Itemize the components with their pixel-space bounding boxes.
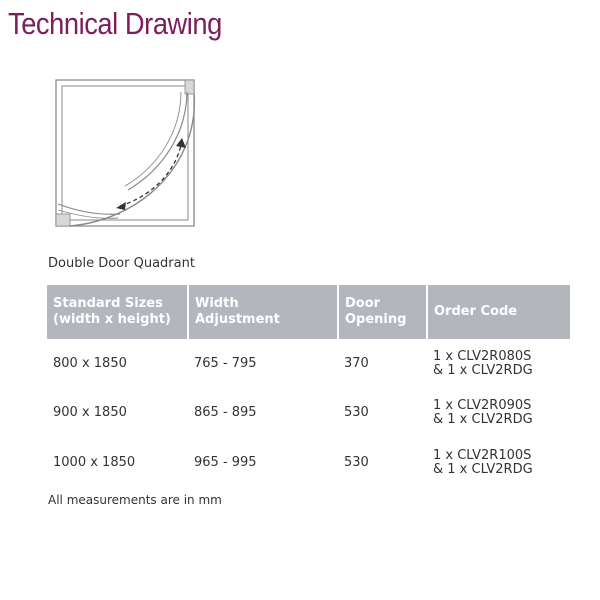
cell-order-code: 1 x CLV2R090S & 1 x CLV2RDG (433, 398, 533, 427)
header-door-opening: Door Opening (338, 285, 427, 339)
cell-order-code: 1 x CLV2R080S & 1 x CLV2RDG (433, 349, 533, 378)
size-specification-table (47, 285, 570, 489)
page-title: Technical Drawing (8, 6, 222, 41)
cell-opening: 530 (344, 405, 369, 420)
cell-adjustment: 765 - 795 (194, 356, 257, 371)
cell-adjustment: 965 - 995 (194, 455, 257, 470)
header-width-adjustment: Width Adjustment (188, 285, 338, 339)
cell-adjustment: 865 - 895 (194, 405, 257, 420)
table-row (47, 389, 570, 437)
cell-opening: 370 (344, 356, 369, 371)
cell-size: 1000 x 1850 (53, 455, 136, 470)
sliding-door-arrow-icon (116, 138, 186, 210)
cell-order-code: 1 x CLV2R100S & 1 x CLV2RDG (433, 448, 533, 477)
table-row (47, 339, 570, 389)
cell-size: 900 x 1850 (53, 405, 127, 420)
table-row (47, 437, 570, 489)
header-order-code: Order Code (427, 285, 570, 339)
cell-size: 800 x 1850 (53, 356, 127, 371)
header-standard-sizes: Standard Sizes (width x height) (47, 285, 188, 339)
units-footnote: All measurements are in mm (48, 493, 222, 507)
drawing-caption: Double Door Quadrant (48, 256, 195, 271)
table-header-row (47, 285, 570, 339)
cell-opening: 530 (344, 455, 369, 470)
